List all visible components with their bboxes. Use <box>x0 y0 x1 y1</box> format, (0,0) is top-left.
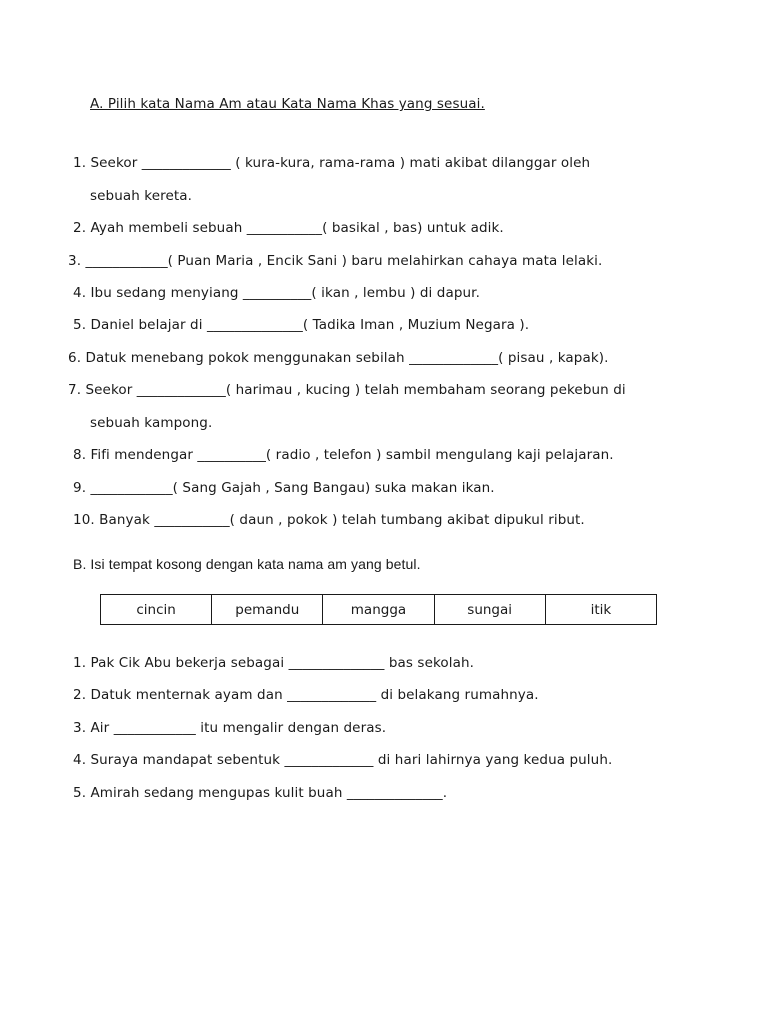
word-bank-cell: sungai <box>434 595 545 625</box>
question-b5: 5. Amirah sedang mengupas kulit buah ______________. <box>73 785 448 801</box>
question-a10: 10. Banyak ___________( daun , pokok ) telah tumbang akibat dipukul ribut. <box>73 512 585 528</box>
question-a4: 4. Ibu sedang menyiang __________( ikan , lembu ) di dapur. <box>73 285 480 301</box>
word-bank-cell: pemandu <box>212 595 323 625</box>
question-a1-line2: sebuah kereta. <box>90 188 193 204</box>
word-bank-table <box>100 594 657 625</box>
section-a-heading: A. Pilih kata Nama Am atau Kata Nama Khas yang sesuai. <box>90 96 485 112</box>
question-a1-line1: 1. Seekor _____________ ( kura-kura, rama-rama ) mati akibat dilanggar oleh <box>73 155 591 171</box>
section-b-heading: B. Isi tempat kosong dengan kata nama am yang betul. <box>73 556 421 572</box>
word-bank-cell: itik <box>545 595 656 625</box>
word-bank-cell: cincin <box>101 595 212 625</box>
question-a7-line2: sebuah kampong. <box>90 415 213 431</box>
question-a6: 6. Datuk menebang pokok menggunakan sebilah _____________( pisau , kapak). <box>68 350 609 366</box>
question-b4: 4. Suraya mandapat sebentuk _____________ di hari lahirnya yang kedua puluh. <box>73 752 613 768</box>
question-a9: 9. ____________( Sang Gajah , Sang Bangau) suka makan ikan. <box>73 480 495 496</box>
question-b3: 3. Air ____________ itu mengalir dengan deras. <box>73 720 387 736</box>
question-a8: 8. Fifi mendengar __________( radio , telefon ) sambil mengulang kaji pelajaran. <box>73 447 614 463</box>
question-a3: 3. ____________( Puan Maria , Encik Sani ) baru melahirkan cahaya mata lelaki. <box>68 253 603 269</box>
word-bank-row <box>101 595 657 625</box>
word-bank-cell: mangga <box>323 595 434 625</box>
question-a2: 2. Ayah membeli sebuah ___________( basikal , bas) untuk adik. <box>73 220 504 236</box>
question-a5: 5. Daniel belajar di ______________( Tadika Iman , Muzium Negara ). <box>73 317 530 333</box>
question-a7-line1: 7. Seekor _____________( harimau , kucing ) telah membaham seorang pekebun di <box>68 382 626 398</box>
question-b2: 2. Datuk menternak ayam dan _____________ di belakang rumahnya. <box>73 687 539 703</box>
question-b1: 1. Pak Cik Abu bekerja sebagai ______________ bas sekolah. <box>73 655 475 671</box>
